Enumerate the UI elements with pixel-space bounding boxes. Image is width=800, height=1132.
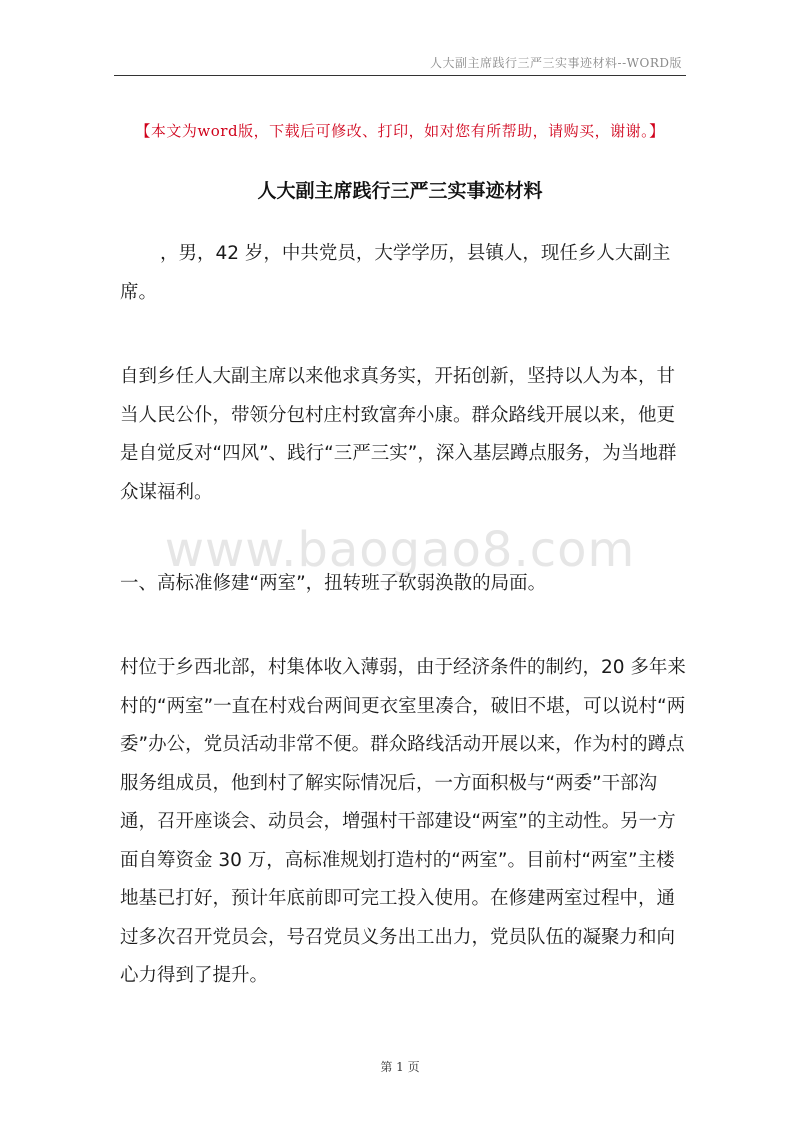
section-heading: 一、高标准修建“两室”，扭转班子软弱涣散的局面。	[120, 573, 547, 594]
header-divider	[114, 75, 686, 76]
paragraph-intro: ，男，42 岁，中共党员，大学学历，县镇人，现任乡人大副主席。	[120, 243, 671, 303]
document-title: 人大副主席践行三严三实事迹材料	[257, 180, 543, 202]
purchase-notice: 【本文为word版，下载后可修改、打印，如对您有所帮助，请购买，谢谢。】	[135, 122, 665, 140]
watermark: www.baogao8.com	[164, 522, 636, 578]
page-number: 第 1 页	[380, 1060, 420, 1074]
paragraph-body: 村位于乡西北部，村集体收入薄弱，由于经济条件的制约，20 多年来村的“两室”一直在村戏台两间更衣室里凑合，破旧不堪，可以说村“两委”办公，党员活动非常不便。群众路线活动开展以来，作为村的蹲点服务组成员，他到村了解实际情况后，一方面积极与“两委”干部沟通，召开座谈会、动员会，增强村干部建设“两室”的主动性。另一方面自筹资金 30 万，高标准规划打造村的“两室”。目前村“两室”主楼地基已打好，预计年底前即可完工投入使用。在修建两室过程中，通过多次召开党员会，号召党员义务出工出力，党员队伍的凝聚力和向心力得到了提升。	[120, 657, 686, 986]
paragraph-summary: 自到乡任人大副主席以来他求真务实，开拓创新，坚持以人为本，甘当人民公仆，带领分包村庄村致富奔小康。群众路线开展以来，他更是自觉反对“四风”、践行“三严三实”，深入基层蹲点服务，为当地群众谋福利。	[120, 366, 677, 503]
running-header: 人大副主席践行三严三实事迹材料--WORD版	[430, 56, 682, 70]
